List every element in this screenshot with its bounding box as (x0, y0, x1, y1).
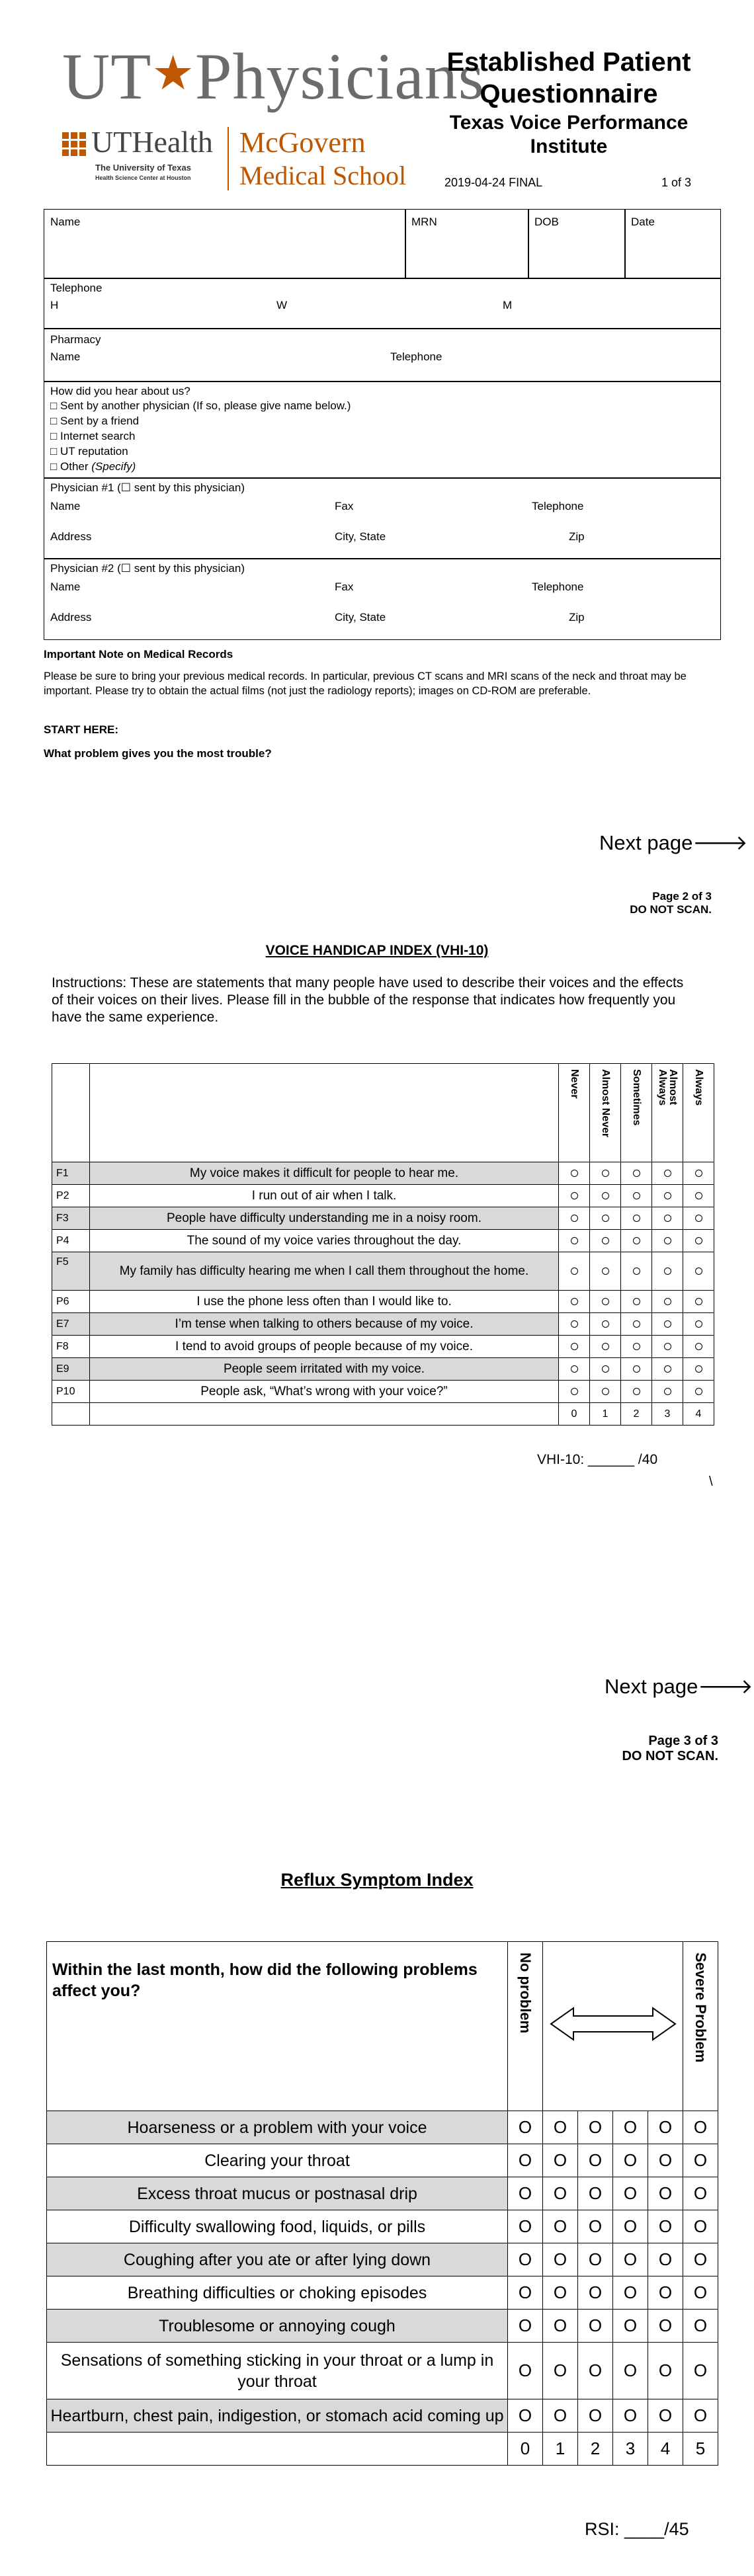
vhi-total-field[interactable]: VHI-10: ______ /40 (537, 1452, 658, 1467)
physician2-label: Physician #2 (☐ sent by this physician) (50, 562, 245, 575)
work-phone-field[interactable]: W (276, 299, 288, 311)
physician1-zip-field[interactable]: Zip (569, 530, 585, 543)
radio-bubble[interactable] (571, 1298, 578, 1305)
mcgovern-line2: Medical School (239, 161, 407, 190)
radio-bubble[interactable] (633, 1320, 640, 1328)
table-row (52, 1358, 714, 1381)
item-statement: People seem irritated with my voice. (90, 1358, 559, 1381)
radio-bubble[interactable] (664, 1170, 671, 1177)
radio-option[interactable]: O (543, 2177, 578, 2210)
checkbox-icon[interactable]: □ (50, 430, 60, 442)
radio-option[interactable]: O (508, 2243, 543, 2276)
radio-bubble[interactable] (602, 1170, 609, 1177)
column-header-no-problem: No problem (508, 1942, 543, 2111)
score-value: 0 (508, 2433, 543, 2466)
radio-bubble[interactable] (695, 1365, 702, 1373)
radio-option[interactable]: O (578, 2111, 613, 2144)
radio-option[interactable]: O (683, 2276, 718, 2310)
radio-option[interactable]: O (613, 2276, 648, 2310)
item-statement: I’m tense when talking to others because of my voice. (90, 1313, 559, 1336)
score-value: 5 (683, 2433, 718, 2466)
radio-bubble[interactable] (664, 1192, 671, 1199)
version-label: 2019-04-24 FINAL (444, 176, 543, 189)
mcgovern-line1: McGovern (239, 126, 366, 159)
table-row (52, 1313, 714, 1336)
radio-option[interactable]: O (648, 2243, 683, 2276)
item-code: P10 (52, 1381, 90, 1403)
radio-bubble[interactable] (571, 1320, 578, 1328)
table-cell (90, 1064, 559, 1162)
arrow-right-icon: 🡒 (698, 1675, 753, 1698)
radio-bubble[interactable] (664, 1215, 671, 1222)
checkbox-icon[interactable]: ☐ (120, 481, 132, 494)
radio-bubble[interactable] (664, 1343, 671, 1350)
radio-bubble[interactable] (571, 1237, 578, 1244)
name-field[interactable]: Name (50, 216, 81, 228)
column-header-severe-problem: Severe Problem (683, 1942, 718, 2111)
score-value: 2 (578, 2433, 613, 2466)
radio-option[interactable]: O (508, 2276, 543, 2310)
radio-option[interactable]: O (578, 2343, 613, 2399)
symptom-label: Sensations of something sticking in your throat or a lump in your throat (47, 2343, 508, 2399)
checkbox-icon[interactable]: □ (50, 460, 60, 473)
physician1-city-field[interactable]: City, State (335, 530, 386, 543)
item-code: P6 (52, 1291, 90, 1313)
radio-option[interactable]: O (578, 2243, 613, 2276)
radio-bubble[interactable] (633, 1192, 640, 1199)
telephone-label: Telephone (50, 282, 103, 294)
radio-bubble[interactable] (695, 1298, 702, 1305)
divider (405, 209, 406, 279)
table-row (47, 2310, 718, 2343)
radio-bubble[interactable] (695, 1388, 702, 1395)
radio-option[interactable]: O (683, 2343, 718, 2399)
rsi-header-row (47, 1942, 718, 2111)
symptom-label: Difficulty swallowing food, liquids, or pills (47, 2210, 508, 2243)
radio-option[interactable]: O (613, 2243, 648, 2276)
column-header-almost-always: Almost Always (652, 1064, 683, 1162)
start-here-label: START HERE: (44, 723, 119, 736)
radio-option[interactable]: O (613, 2177, 648, 2210)
checkbox-icon[interactable]: □ (50, 445, 60, 458)
physician1-address-field[interactable]: Address (50, 530, 92, 543)
radio-option[interactable]: O (578, 2399, 613, 2433)
main-problem-question: What problem gives you the most trouble? (44, 747, 272, 760)
radio-option[interactable]: O (683, 2111, 718, 2144)
referral-option[interactable]: □ UT reputation (50, 445, 128, 458)
radio-option[interactable]: O (543, 2210, 578, 2243)
radio-option[interactable]: O (578, 2276, 613, 2310)
item-statement: I run out of air when I talk. (90, 1185, 559, 1207)
radio-bubble[interactable] (602, 1215, 609, 1222)
radio-option[interactable]: O (683, 2399, 718, 2433)
score-value: 1 (543, 2433, 578, 2466)
radio-option[interactable]: O (543, 2399, 578, 2433)
radio-option[interactable]: O (683, 2243, 718, 2276)
radio-option[interactable]: O (508, 2177, 543, 2210)
physician2-fax-field[interactable]: Fax (335, 581, 354, 593)
radio-option[interactable]: O (543, 2243, 578, 2276)
item-code: F5 (52, 1252, 90, 1291)
radio-option[interactable]: O (543, 2144, 578, 2177)
physician2-telephone-field[interactable]: Telephone (532, 581, 584, 593)
score-value: 3 (613, 2433, 648, 2466)
physician1-label: Physician #1 (☐ sent by this physician) (50, 481, 245, 494)
radio-bubble[interactable] (571, 1343, 578, 1350)
rsi-title: Reflux Symptom Index (280, 1870, 474, 1890)
score-value: 4 (683, 1403, 714, 1426)
divider (528, 209, 529, 279)
radio-option[interactable]: O (508, 2210, 543, 2243)
pharmacy-telephone-field[interactable]: Telephone (390, 350, 442, 363)
radio-bubble[interactable] (695, 1215, 702, 1222)
column-header-never: Never (559, 1064, 590, 1162)
next-page-link[interactable]: Next page🡒 (599, 831, 748, 854)
symptom-label: Clearing your throat (47, 2144, 508, 2177)
score-row (47, 2433, 718, 2466)
symptom-label: Heartburn, chest pain, indigestion, or stomach acid coming up (47, 2399, 508, 2433)
item-statement: The sound of my voice varies throughout the day. (90, 1230, 559, 1252)
radio-bubble[interactable] (664, 1237, 671, 1244)
item-statement: I use the phone less often than I would like to. (90, 1291, 559, 1313)
vhi-table (52, 1063, 714, 1426)
radio-option[interactable]: O (543, 2111, 578, 2144)
radio-bubble[interactable] (664, 1388, 671, 1395)
radio-bubble[interactable] (695, 1343, 702, 1350)
radio-bubble[interactable] (571, 1388, 578, 1395)
radio-option[interactable]: O (613, 2111, 648, 2144)
radio-option[interactable]: O (613, 2210, 648, 2243)
radio-bubble[interactable] (571, 1215, 578, 1222)
records-note-heading: Important Note on Medical Records (44, 648, 233, 661)
radio-bubble[interactable] (695, 1237, 702, 1244)
page3-number: Page 3 of 3 DO NOT SCAN. (622, 1734, 718, 1763)
radio-option[interactable]: O (508, 2343, 543, 2399)
radio-option[interactable]: O (508, 2111, 543, 2144)
radio-option[interactable]: O (543, 2310, 578, 2343)
vhi-title: VOICE HANDICAP INDEX (VHI-10) (265, 943, 489, 958)
arrow-right-icon: 🡒 (692, 831, 748, 854)
item-statement: My voice makes it difficult for people to hear me. (90, 1162, 559, 1185)
physician1-name-field[interactable]: Name (50, 500, 81, 512)
radio-bubble[interactable] (633, 1237, 640, 1244)
score-row (52, 1403, 714, 1426)
item-code: P4 (52, 1230, 90, 1252)
score-value: 4 (648, 2433, 683, 2466)
radio-bubble[interactable] (602, 1298, 609, 1305)
physician2-city-field[interactable]: City, State (335, 611, 386, 624)
radio-option[interactable]: O (648, 2310, 683, 2343)
uthealth-sub2: Health Science Center at Houston (95, 175, 191, 181)
ut-physicians-logo: UT★Physicians (62, 40, 485, 113)
radio-option[interactable]: O (648, 2111, 683, 2144)
logo-divider (228, 127, 229, 190)
radio-option[interactable]: O (683, 2210, 718, 2243)
checkbox-icon[interactable]: □ (50, 415, 60, 427)
double-arrow-icon (547, 2004, 679, 2044)
pharmacy-box (44, 328, 721, 382)
radio-option[interactable]: O (578, 2310, 613, 2343)
vhi-header-row (52, 1064, 714, 1162)
table-row (52, 1381, 714, 1403)
radio-option[interactable]: O (613, 2343, 648, 2399)
radio-bubble[interactable] (602, 1365, 609, 1373)
referral-option[interactable]: □ Sent by a friend (50, 415, 140, 427)
radio-bubble[interactable] (664, 1320, 671, 1328)
column-header-always: Always (683, 1064, 714, 1162)
physician2-zip-field[interactable]: Zip (569, 611, 585, 624)
radio-option[interactable]: O (578, 2177, 613, 2210)
radio-bubble[interactable] (695, 1268, 702, 1275)
table-row (47, 2243, 718, 2276)
radio-bubble[interactable] (695, 1170, 702, 1177)
uthealth-mcgovern-logo (62, 127, 406, 193)
radio-bubble[interactable] (633, 1343, 640, 1350)
rsi-table (46, 1941, 718, 2466)
referral-question: How did you hear about us? (50, 385, 190, 397)
rsi-total-field[interactable]: RSI: ____/45 (585, 2519, 689, 2539)
telephone-box (44, 278, 721, 329)
radio-bubble[interactable] (633, 1170, 640, 1177)
uthealth-grid-icon (62, 132, 86, 156)
table-row (47, 2399, 718, 2433)
radio-bubble[interactable] (633, 1268, 640, 1275)
symptom-label: Coughing after you ate or after lying down (47, 2243, 508, 2276)
checkbox-icon[interactable]: □ (50, 399, 60, 412)
radio-option[interactable]: O (683, 2144, 718, 2177)
item-code: F8 (52, 1336, 90, 1358)
uthealth-sub1: The University of Texas (95, 163, 191, 173)
table-row (47, 2144, 718, 2177)
score-value: 3 (652, 1403, 683, 1426)
physician2-name-field[interactable]: Name (50, 581, 81, 593)
radio-bubble[interactable] (664, 1365, 671, 1373)
divider (624, 209, 626, 279)
radio-option[interactable]: O (648, 2399, 683, 2433)
referral-option[interactable]: □ Other (Specify) (50, 460, 136, 473)
page2-number: Page 2 of 3 DO NOT SCAN. (630, 890, 712, 916)
item-code: E9 (52, 1358, 90, 1381)
symptom-label: Excess throat mucus or postnasal drip (47, 2177, 508, 2210)
table-row (47, 2210, 718, 2243)
checkbox-icon[interactable]: ☐ (120, 562, 132, 575)
score-value: 0 (559, 1403, 590, 1426)
radio-option[interactable]: O (648, 2144, 683, 2177)
referral-option[interactable]: □ Internet search (50, 430, 136, 442)
radio-bubble[interactable] (695, 1320, 702, 1328)
radio-bubble[interactable] (664, 1268, 671, 1275)
page-title: Established Patient Questionnaire (446, 48, 691, 108)
item-code: F3 (52, 1207, 90, 1230)
table-cell (47, 2433, 508, 2466)
radio-bubble[interactable] (571, 1170, 578, 1177)
radio-option[interactable]: O (648, 2276, 683, 2310)
radio-option[interactable]: O (613, 2310, 648, 2343)
radio-bubble[interactable] (571, 1365, 578, 1373)
radio-option[interactable]: O (543, 2276, 578, 2310)
table-row (52, 1185, 714, 1207)
radio-option[interactable]: O (508, 2144, 543, 2177)
radio-bubble[interactable] (633, 1365, 640, 1373)
radio-bubble[interactable] (633, 1298, 640, 1305)
table-row (52, 1252, 714, 1291)
radio-option[interactable]: O (648, 2343, 683, 2399)
column-header-sometimes: Sometimes (621, 1064, 652, 1162)
pharmacy-label: Pharmacy (50, 333, 101, 346)
records-note-body: Please be sure to bring your previous medical records. In particular, previous CT scans and MRI scans of the neck and throat may be important. Please try to obtain the actual films (not just the radiology reports); images on CD-ROM are preferable. (44, 670, 687, 697)
physician2-address-field[interactable]: Address (50, 611, 92, 624)
table-cell (90, 1403, 559, 1426)
radio-bubble[interactable] (571, 1192, 578, 1199)
vhi-instructions: Instructions: These are statements that many people have used to describe their voices and the effects of their voices on their lives. Please fill in the bubble of the response that indicates how frequently you have the same experience. (52, 975, 684, 1025)
table-row (47, 2111, 718, 2144)
radio-option[interactable]: O (508, 2399, 543, 2433)
item-statement: My family has difficulty hearing me when I call them throughout the home. (90, 1252, 559, 1291)
page-number: 1 of 3 (661, 176, 692, 189)
symptom-label: Troublesome or annoying cough (47, 2310, 508, 2343)
mrn-field[interactable]: MRN (411, 216, 437, 228)
item-code: E7 (52, 1313, 90, 1336)
item-statement: People have difficulty understanding me in a noisy room. (90, 1207, 559, 1230)
severity-arrow-cell (543, 1942, 683, 2111)
mobile-phone-field[interactable]: M (503, 299, 513, 311)
stray-mark: \ (709, 1474, 713, 1489)
rsi-question: Within the last month, how did the following problems affect you? (47, 1942, 508, 2111)
symptom-label: Hoarseness or a problem with your voice (47, 2111, 508, 2144)
physician1-telephone-field[interactable]: Telephone (532, 500, 584, 512)
radio-bubble[interactable] (695, 1192, 702, 1199)
radio-option[interactable]: O (683, 2177, 718, 2210)
score-value: 2 (621, 1403, 652, 1426)
symptom-label: Breathing difficulties or choking episodes (47, 2276, 508, 2310)
home-phone-field[interactable]: H (50, 299, 59, 311)
score-value: 1 (590, 1403, 621, 1426)
pharmacy-name-field[interactable]: Name (50, 350, 81, 363)
table-row (47, 2177, 718, 2210)
radio-option[interactable]: O (648, 2177, 683, 2210)
physician1-fax-field[interactable]: Fax (335, 500, 354, 512)
radio-option[interactable]: O (543, 2343, 578, 2399)
table-row (52, 1230, 714, 1252)
page-subtitle: Texas Voice Performance Institute (449, 112, 689, 157)
uthealth-name: UTHealth (91, 125, 213, 159)
item-code: F1 (52, 1162, 90, 1185)
radio-option[interactable]: O (578, 2144, 613, 2177)
radio-option[interactable]: O (648, 2210, 683, 2243)
radio-bubble[interactable] (571, 1268, 578, 1275)
radio-bubble[interactable] (602, 1320, 609, 1328)
table-row (52, 1207, 714, 1230)
dob-field[interactable]: DOB (534, 216, 559, 228)
table-row (47, 2276, 718, 2310)
radio-bubble[interactable] (664, 1298, 671, 1305)
table-row (52, 1336, 714, 1358)
item-statement: I tend to avoid groups of people because of my voice. (90, 1336, 559, 1358)
radio-bubble[interactable] (633, 1388, 640, 1395)
radio-option[interactable]: O (683, 2310, 718, 2343)
patient-info-box (44, 209, 721, 279)
table-row (52, 1162, 714, 1185)
date-field[interactable]: Date (631, 216, 655, 228)
item-code: P2 (52, 1185, 90, 1207)
radio-option[interactable]: O (613, 2399, 648, 2433)
table-cell (52, 1064, 90, 1162)
radio-bubble[interactable] (633, 1215, 640, 1222)
referral-option[interactable]: □ Sent by another physician (If so, please give name below.) (50, 399, 351, 412)
next-page-link[interactable]: Next page🡒 (605, 1675, 753, 1698)
column-header-almost-never: Almost Never (590, 1064, 621, 1162)
radio-bubble[interactable] (602, 1343, 609, 1350)
item-statement: People ask, “What’s wrong with your voice?” (90, 1381, 559, 1403)
radio-bubble[interactable] (602, 1268, 609, 1275)
radio-bubble[interactable] (602, 1388, 609, 1395)
radio-option[interactable]: O (508, 2310, 543, 2343)
table-row (52, 1291, 714, 1313)
radio-option[interactable]: O (613, 2144, 648, 2177)
table-row (47, 2343, 718, 2399)
table-cell (52, 1403, 90, 1426)
radio-bubble[interactable] (602, 1237, 609, 1244)
radio-bubble[interactable] (602, 1192, 609, 1199)
radio-option[interactable]: O (578, 2210, 613, 2243)
